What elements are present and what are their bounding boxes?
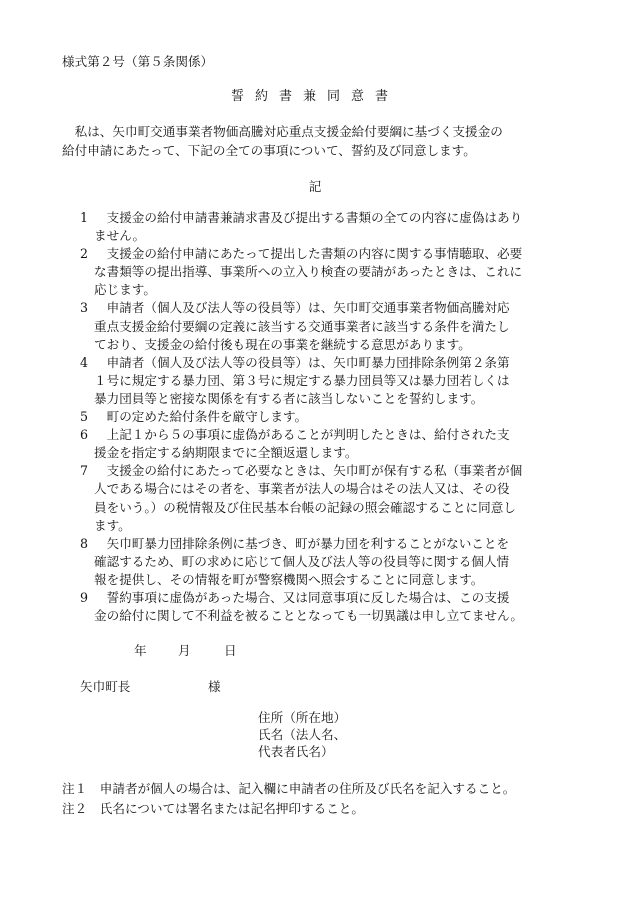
item-line: 申請者（個人及び法人等の役員等）は、矢巾町暴力団排除条例第２条第 bbox=[94, 354, 510, 370]
item-line: 金の給付に関して不利益を被ることとなっても一切異議は申し立てません。 bbox=[94, 608, 523, 624]
item-number: 8 bbox=[80, 535, 89, 551]
item-line: 応じます。 bbox=[94, 282, 156, 298]
pledge-item-6 bbox=[80, 426, 590, 462]
date-day: 日 bbox=[224, 643, 237, 658]
ki-heading: 記 bbox=[308, 179, 322, 194]
item-line: 援金を指定する納期限までに全額返還します。 bbox=[94, 445, 358, 461]
date-month: 月 bbox=[178, 643, 191, 658]
item-line: 重点支援金給付要綱の定義に該当する交通事業者に該当する条件を満たし bbox=[94, 318, 510, 334]
item-line: ており、支援金の給付後も現在の事業を継続する意思があります。 bbox=[94, 336, 471, 352]
item-line: 申請者（個人及び法人等の役員等）は、矢巾町交通事業者物価高騰対応 bbox=[94, 300, 510, 316]
pledge-item-9 bbox=[80, 589, 590, 625]
item-line: 支援金の給付申請にあたって提出した書類の内容に関する事情聴取、必要 bbox=[94, 246, 523, 262]
item-number: 5 bbox=[80, 409, 89, 425]
representative-label: 代表者氏名） bbox=[258, 744, 334, 759]
item-line: 矢巾町暴力団排除条例に基づき、町が暴力団を利することがないことを bbox=[94, 535, 510, 551]
document-title: 誓約書兼同意書 bbox=[230, 89, 399, 104]
signature-block bbox=[258, 709, 346, 760]
pledge-item-7 bbox=[80, 462, 590, 534]
intro-line: 私は、矢巾町交通事業者物価高騰対応重点支援金給付要綱に基づく支援金の bbox=[62, 124, 503, 139]
item-number: 1 bbox=[80, 210, 89, 225]
addressee-honorific: 様 bbox=[208, 679, 221, 694]
item-line: な書類等の提出指導、事業所への立入り検査の要請があったときは、これに bbox=[94, 264, 523, 280]
notes bbox=[62, 779, 515, 819]
item-line: １号に規定する暴力団、第３号に規定する暴力団員等又は暴力団若しくは bbox=[94, 372, 510, 388]
form-number: 様式第２号（第５条関係） bbox=[62, 54, 214, 69]
note-line: 注２ 氏名については署名または記名押印すること。 bbox=[62, 801, 364, 816]
intro-paragraph bbox=[62, 122, 503, 160]
name-label: 氏名（法人名、 bbox=[258, 727, 347, 742]
pledge-item-8 bbox=[80, 535, 590, 589]
item-line: 支援金の給付申請書兼請求書及び提出する書類の全ての内容に虚偽はあり bbox=[94, 210, 523, 225]
item-line: 暴力団員等と密接な関係を有する者に該当しないことを誓約します。 bbox=[94, 390, 484, 406]
item-line: 確認するため、町の求めに応じて個人及び法人等の役員等に関する個人情 bbox=[94, 553, 510, 569]
item-number: 7 bbox=[80, 463, 89, 479]
item-line: 員をいう。）の税情報及び住民基本台帳の記録の照会確認することに同意し bbox=[94, 499, 516, 515]
pledge-item-1 bbox=[80, 209, 590, 245]
item-line: 人である場合にはその者を、事業者が法人の場合はその法人又は、その役 bbox=[94, 481, 510, 497]
item-number: 3 bbox=[80, 300, 89, 316]
addressee-name: 矢巾町長 bbox=[80, 679, 131, 694]
item-line: 報を提供し、その情報を町が警察機関へ照会することに同意します。 bbox=[94, 571, 484, 587]
intro-line: 給付申請にあたって、下記の全ての事項について、誓約及び同意します。 bbox=[62, 143, 476, 158]
address-label: 住所（所在地） bbox=[258, 710, 347, 725]
item-number: 4 bbox=[80, 354, 89, 370]
item-number: 9 bbox=[80, 589, 89, 605]
item-line: 町の定めた給付条件を厳守します。 bbox=[94, 409, 308, 425]
pledge-item-3 bbox=[80, 299, 590, 353]
pledge-item-4 bbox=[80, 354, 590, 408]
pledge-item-5 bbox=[80, 408, 590, 426]
item-line: 誓約事項に虚偽があった場合、又は同意事項に反した場合は、この支援 bbox=[94, 589, 510, 605]
item-number: 6 bbox=[80, 427, 89, 443]
pledge-item-2 bbox=[80, 245, 590, 299]
item-number: 2 bbox=[80, 246, 89, 262]
pledge-list bbox=[80, 209, 590, 625]
item-line: 上記１から５の事項に虚偽があることが判明したときは、給付された支 bbox=[94, 427, 510, 443]
item-line: ます。 bbox=[94, 517, 131, 533]
note-line: 注１ 申請者が個人の場合は、記入欄に申請者の住所及び氏名を記入すること。 bbox=[62, 781, 516, 796]
date-year: 年 bbox=[134, 643, 147, 658]
item-line: ません。 bbox=[94, 228, 146, 244]
addressee-line bbox=[80, 676, 221, 695]
item-line: 支援金の給付にあたって必要なときは、矢巾町が保有する私（事業者が個 bbox=[94, 463, 523, 479]
